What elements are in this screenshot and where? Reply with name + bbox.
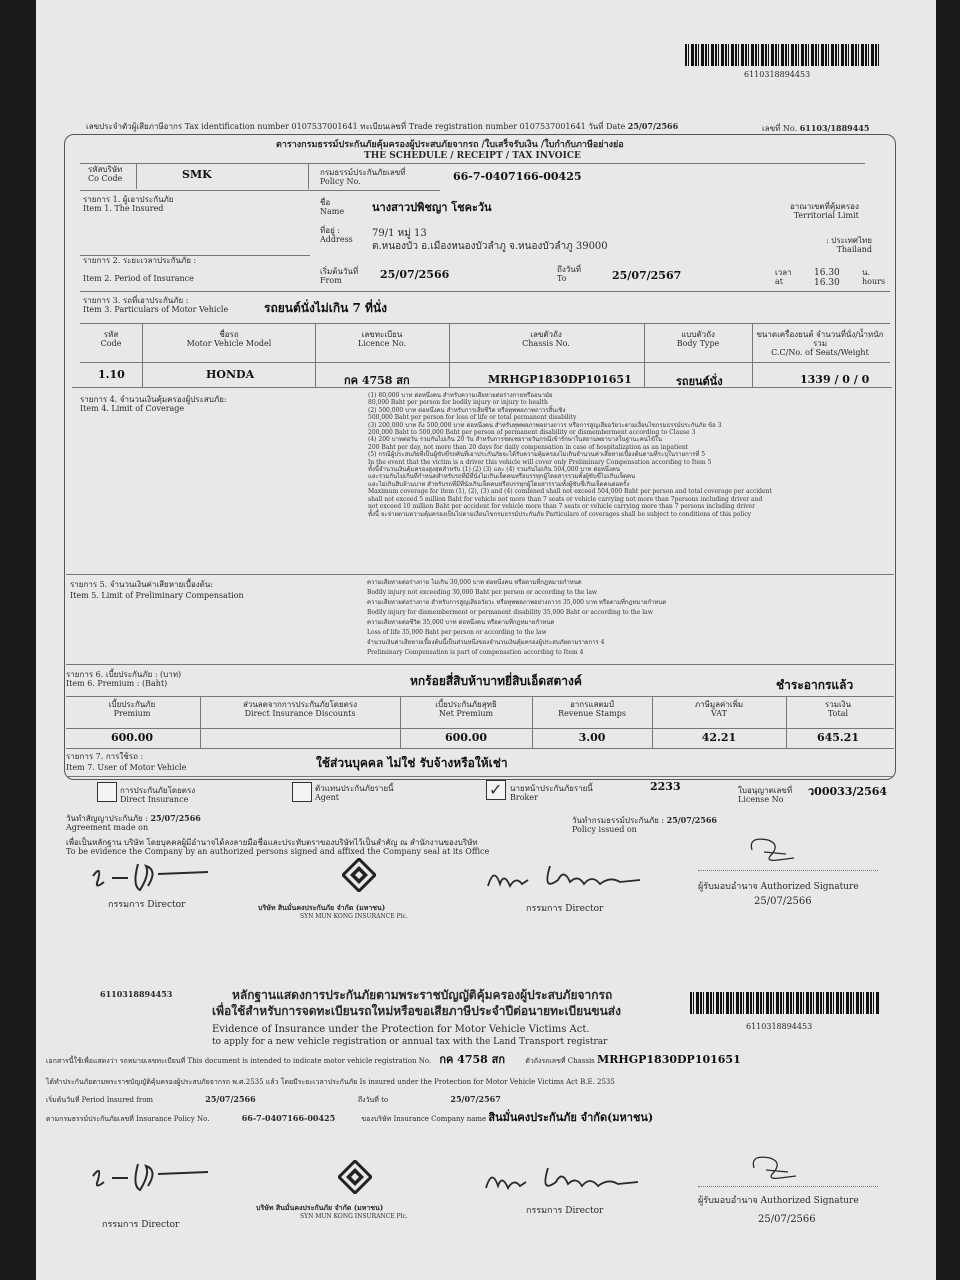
clause-line: shall not exceed 5 million Baht for vehicle not more than 7 seats or vehicle carrying not more than 7persons including driver and xyxy=(368,495,763,503)
barcode-top-number: 6110318894453 xyxy=(744,70,811,79)
authorized-date-2: 25/07/2566 xyxy=(758,1214,816,1225)
coverage-clauses xyxy=(368,392,772,518)
director-signature-left xyxy=(88,856,218,896)
column-header: ส่วนลดจากการประกันภัยโดยตรง Direct Insurance Discounts xyxy=(242,700,358,718)
direct-label: การประกันภัยโดยตรง Direct Insurance xyxy=(120,786,196,804)
vehicle-label: รายการ 3. รถที่เอาประกันภัย : Item 3. Particulars of Motor Vehicle xyxy=(83,296,229,314)
vehicle-model: HONDA xyxy=(206,368,255,381)
clause-line: (2) 500,000 บาท ต่อหนึ่งคน สำหรับการเสียชีวิต หรือทุพพลภาพถาวรสิ้นเชิง xyxy=(368,406,566,414)
clause-line: 80,000 Baht per person for bodily injury or injury to health xyxy=(368,399,548,407)
clause-line: Preliminary Compensation is part of compensation according to Item 4 xyxy=(367,649,584,656)
clause-line: Bodily injury not exceeding 30,000 Baht per person or according to the law xyxy=(367,589,598,596)
premium-value: 600.00 xyxy=(444,731,488,744)
address-label: ที่อยู่ : Address xyxy=(320,226,353,244)
column-header: ขนาดเครื่องยนต์ จำนวนที่นั่ง/น้ำหนักรวม C.C/No. of Seats/Weight xyxy=(756,330,884,357)
authorized-signature-2 xyxy=(744,1150,804,1186)
clause-line: และรวมกันไม่เกินที่กำหนดสำหรับรถที่มีที่นั่งไม่เกินเจ็ดคนหรือบรรทุกผู้โดยสารรวมทั้งผู้ขับขี่ไม่เกินเจ็ดคน xyxy=(368,473,636,481)
time-label: เวลา at xyxy=(775,268,792,286)
evidence-code-right: 6110318894453 xyxy=(746,1022,813,1031)
column-header: แบบตัวถัง Body Type xyxy=(676,330,720,348)
document-number: เลขที่ No. 61103/1889445 xyxy=(762,123,870,133)
vehicle-body: รถยนต์นั่ง xyxy=(676,375,723,388)
clause-line: Maximum coverage for item (1), (2), (3) and (4) combined shall not exceed 504,000 Baht per person and total coverage per accident xyxy=(368,488,772,496)
vehicle-licence: กค 4758 สก xyxy=(344,374,410,387)
broker-code: 2233 xyxy=(650,780,681,793)
company-name-english-2: SYN MUN KONG INSURANCE Plc. xyxy=(300,1213,408,1220)
time-unit: น. hours xyxy=(862,268,886,286)
premium-value: 3.00 xyxy=(578,731,606,744)
director-signature-right-2 xyxy=(478,1160,648,1200)
vehicle-cc: 1339 / 0 / 0 xyxy=(800,373,870,386)
evidence-title-th1: หลักฐานแสดงการประกันภัยตามพระราชบัญญัติคุ้มครองผู้ประสบภัยจากรถ xyxy=(232,988,613,1002)
clause-line: และไม่เกินสิบล้านบาท สำหรับรถที่มีที่นั่งเกินเจ็ดคนหรือบรรทุกผู้โดยสารรวมทั้งผู้ขับขี่เกินเจ็ดคนต่อครั้ง xyxy=(368,480,630,488)
company-name-thai-2: บริษัท สินมั่นคงประกันภัย จำกัด (มหาชน) xyxy=(256,1203,384,1212)
barcode-top xyxy=(685,44,881,66)
stamp-duty-paid: ชำระอากรแล้ว xyxy=(776,678,854,692)
period-label: รายการ 2. ระยะเวลาประกันภัย : Item 2. Period of Insurance xyxy=(83,256,197,283)
company-logo-icon xyxy=(342,858,376,892)
premium-label: รายการ 6. เบี้ยประกันภัย : (บาท) Item 6. Premium : (Baht) xyxy=(66,670,182,688)
director-right-label-2: กรรมการ Director xyxy=(526,1206,604,1216)
insured-label: รายการ 1. ผู้เอาประกันภัย Item 1. The Insured xyxy=(83,195,174,213)
clause-line: Bodily injury for dismemberment or permanent disability 35,000 Baht or according to the law xyxy=(367,609,653,616)
evidence-line-1: เอกสารนี้ใช้เพื่อแสดงว่า รถหมายเลขทะเบียนที่ This document is intended to indicate motor vehicle registration No. กค 4758 สก ตัวถังรถเลขที่ Chassis MRHGP1830DP101651 xyxy=(46,1053,741,1066)
clause-line: Loss of life 35,000 Baht per person or according to the law xyxy=(367,629,547,636)
director-signature-right xyxy=(480,858,650,898)
evidence-line-2: ได้ทำประกันภัยตามพระราชบัญญัติคุ้มครองผู้ประสบภัยจากรถ พ.ศ.2535 แล้ว โดยมีระยะเวลาประกันภัย Is insured under the Protection for Motor Vehicle Victims Act B.E. 2535 xyxy=(46,1078,615,1086)
co-code-value: SMK xyxy=(182,168,212,181)
title-english: THE SCHEDULE / RECEIPT / TAX INVOICE xyxy=(364,151,581,161)
clause-line: 200,000 Baht to 500,000 Baht per person of permanent disability or dismemberment according to Clause 3 xyxy=(368,429,696,437)
broker-label: นายหน้าประกันภัยรายนี้ Broker xyxy=(510,784,593,802)
agent-checkbox[interactable] xyxy=(292,782,312,802)
licence-label: ใบอนุญาตเลขที่ License No xyxy=(738,786,793,804)
clause-line: ทั้งนี้ จะจ่ายตามความคุ้มครองเป็นไปตามเงื่อนไขกรมธรรม์ประกันภัย Particulars of coverages shall be subject to conditions of this policy xyxy=(368,510,752,518)
clause-line: (1) 80,000 บาท ต่อหนึ่งคน สำหรับความเสียหายต่อร่างกายหรืออนามัย xyxy=(368,392,553,399)
evidence-policy: ตามกรมธรรม์ประกันภัยเลขที่ Insurance Policy No. 66-7-0407166-00425 ของบริษัท Insurance Company name สินมั่นคงประกันภัย จำกัด(มหาชน) xyxy=(46,1111,654,1124)
vehicle-type: รถยนต์นั่งไม่เกิน 7 ที่นั่ง xyxy=(264,301,387,315)
clause-line: ความเสียหายต่อร่างกาย ไม่เกิน 30,000 บาท ต่อหนึ่งคน หรือตามที่กฎหมายกำหนด xyxy=(367,579,582,586)
clause-line: (5) กรณีผู้ประสบภัยที่เป็นผู้ขับขี่รถคันที่เอาประกันภัยจะได้รับความคุ้มครองไม่เกินจำนวนค่าเสียหายเบื้องต้นตามที่ระบุในรายการที่ 5 xyxy=(368,451,706,459)
clause-line: (4) 200 บาทต่อวัน รวมกันไม่เกิน 20 วัน สำหรับการชดเชยรายวันกรณีเข้ารักษาในสถานพยาบาลในฐานะคนไข้ใน xyxy=(368,436,662,444)
company-name-english: SYN MUN KONG INSURANCE Plc. xyxy=(300,913,408,920)
direct-checkbox[interactable] xyxy=(97,782,117,802)
user-label: รายการ 7. การใช้รถ : Item 7. User of Motor Vehicle xyxy=(66,752,187,772)
period-from-label: เริ่มต้นวันที่ From xyxy=(320,267,359,285)
clause-line: จำนวนเงินค่าเสียหายเบื้องต้นนี้เป็นส่วนหนึ่งของจำนวนเงินคุ้มครองผู้ประสบภัยตามรายการ 4 xyxy=(367,639,605,646)
user-value: ใช้ส่วนบุคคล ไม่ใช่ รับจ้างหรือให้เช่า xyxy=(316,756,508,770)
authorized-label: ผู้รับมอบอำนาจ Authorized Signature xyxy=(698,882,859,892)
vehicle-chassis: MRHGP1830DP101651 xyxy=(488,373,632,386)
company-name-thai: บริษัท สินมั่นคงประกันภัย จำกัด (มหาชน) xyxy=(258,903,386,912)
territory-value: : ประเทศไทย Thailand xyxy=(826,236,872,254)
clause-line: not exceed 10 million Baht per accident for vehicle more than 7 seats or vehicle carrying more than 7 persons including driver xyxy=(368,503,755,511)
preliminary-label: รายการ 5. จำนวนเงินค่าเสียหายเบื้องต้น: Item 5. Limit of Preliminary Compensation xyxy=(70,580,244,600)
column-header: อากรแสตมป์ Revenue Stamps xyxy=(558,700,626,718)
clause-line: ทั้งนี้จำนวนเงินคุ้มครองสูงสุดสำหรับ (1) (2) (3) และ (4) รวมกันไม่เกิน 504,000 บาท ต่อหนึ่งคน xyxy=(368,466,620,474)
coverage-label: รายการ 4. จำนวนเงินคุ้มครองผู้ประสบภัย: Item 4. Limit of Coverage xyxy=(80,395,227,413)
column-header: เบี้ยประกันภัยสุทธิ Net Premium xyxy=(435,700,497,718)
vehicle-code: 1.10 xyxy=(98,368,125,381)
evidence-title-th2: เพื่อใช้สำหรับการจดทะเบียนรถใหม่หรือขอเสียภาษีประจำปีต่อนายทะเบียนขนส่ง xyxy=(212,1004,621,1018)
authorized-date: 25/07/2566 xyxy=(754,896,812,907)
co-code-label: รหัสบริษัท Co Code xyxy=(88,165,123,183)
period-to-label: ถึงวันที่ To xyxy=(557,265,581,283)
clause-line: 500,000 Baht per person for loss of life or total permanent disability xyxy=(368,414,577,422)
column-header: เลขทะเบียน Licence No. xyxy=(357,330,407,348)
premium-value: 42.21 xyxy=(701,731,737,744)
evidence-code-left: 6110318894453 xyxy=(100,989,173,999)
evidence-title-en1: Evidence of Insurance under the Protection for Motor Vehicle Victims Act. xyxy=(212,1024,590,1035)
title-thai: ตารางกรมธรรม์ประกันภัยคุ้มครองผู้ประสบภัยจากรถ /ใบเสร็จรับเงิน /ใบกำกับภาษีอย่างย่อ xyxy=(276,140,624,150)
column-header: รวมเงิน Total xyxy=(824,700,852,718)
premium-in-words: หกร้อยสี่สิบห้าบาทยี่สิบเอ็ดสตางค์ xyxy=(410,674,582,688)
clause-line: 200 Baht per day, not more than 20 days for daily compensation in case of hospitalization as an inpatient xyxy=(368,443,689,451)
director-signature-left-2 xyxy=(88,1156,218,1196)
tax-id-line: เลขประจำตัวผู้เสียภาษีอากร Tax identification number 0107537001641 ทะเบียนเลขที่ Trade registration number 0107537001641 วันที่ Date 25/07/2566 xyxy=(86,121,679,131)
agreement-made: วันทำสัญญาประกันภัย : 25/07/2566 Agreement made on xyxy=(66,813,201,832)
policy-no-label: กรมธรรม์ประกันภัยเลขที่ Policy No. xyxy=(320,168,406,186)
time-values: 16.30 16.30 xyxy=(814,268,840,288)
policy-no-value: 66-7-0407166-00425 xyxy=(453,170,582,183)
licence-number: ว00033/2564 xyxy=(808,785,888,798)
broker-checkbox[interactable] xyxy=(486,780,506,800)
name-label: ชื่อ Name xyxy=(320,198,345,216)
premium-value: 645.21 xyxy=(816,731,860,744)
director-right-label: กรรมการ Director xyxy=(526,904,604,914)
address-line-2: ต.หนองบัว อ.เมืองหนองบัวลำภู จ.หนองบัวลำภู 39000 xyxy=(372,241,608,252)
authorized-signature xyxy=(742,832,802,868)
evidence-statement: เพื่อเป็นหลักฐาน บริษัท โดยบุคคลผู้มีอำนาจได้ลงลายมือชื่อและประทับตราของบริษัทไว้เป็นสำคัญ ณ สำนักงานของบริษัท To be evidence the Company by an authorized persons signed and affixed the Company seal at its Office xyxy=(66,838,490,856)
clause-line: ความเสียหายต่อชีวิต 35,000 บาท ต่อหนึ่งคน หรือตามที่กฎหมายกำหนด xyxy=(367,619,555,626)
column-header: เลขตัวถัง Chassis No. xyxy=(522,330,570,348)
address-line-1: 79/1 หมู่ 13 xyxy=(372,228,427,239)
preliminary-clauses xyxy=(367,578,666,658)
column-header: รหัส Code xyxy=(100,330,122,348)
column-header: ชื่อรถ Motor Vehicle Model xyxy=(186,330,272,348)
premium-value: 600.00 xyxy=(110,731,154,744)
column-header: ภาษีมูลค่าเพิ่ม VAT xyxy=(694,700,744,718)
barcode-evidence xyxy=(690,992,880,1014)
authorized-label-2: ผู้รับมอบอำนาจ Authorized Signature xyxy=(698,1196,859,1206)
clause-line: (3) 200,000 บาท ถึง 500,000 บาท ต่อหนึ่งคน สำหรับทุพพลภาพอย่างถาวร หรือการสูญเสียอวัยวะตามเงื่อนไขกรมธรรม์ประกันภัย ข้อ 3 xyxy=(368,421,722,429)
territory-label: อาณาเขตที่คุ้มครอง Territorial Limit xyxy=(790,202,859,220)
period-to-value: 25/07/2567 xyxy=(612,269,682,282)
period-from-value: 25/07/2566 xyxy=(380,268,450,281)
clause-line: ความเสียหายต่อร่างกาย สำหรับการสูญเสียอวัยวะ หรือทุพพลภาพอย่างถาวร 35,000 บาท หรือตามที่กฎหมายกำหนด xyxy=(367,599,667,606)
director-left-label-2: กรรมการ Director xyxy=(102,1220,180,1230)
agent-label: ตัวแทนประกันภัยรายนี้ Agent xyxy=(315,784,394,802)
policy-issued: วันทำกรมธรรม์ประกันภัย : 25/07/2566 Policy issued on xyxy=(572,815,717,834)
clause-line: In the event that the victim is a driver this vehicle will cover only Preliminary Compensation according to Item 5 xyxy=(368,458,712,466)
insured-name: นางสาวปพิชญา โชคะวัน xyxy=(372,201,492,214)
column-header: เบี้ยประกันภัย Premium xyxy=(108,700,156,718)
evidence-period: เริ่มต้นวันที่ Period Insured from 25/07/2566 ถึงวันที่ to 25/07/2567 xyxy=(46,1094,501,1104)
evidence-title-en2: to apply for a new vehicle registration or annual tax with the Land Transport registrar xyxy=(212,1037,608,1047)
check-mark-icon: ✓ xyxy=(489,780,503,799)
director-left-label: กรรมการ Director xyxy=(108,900,186,910)
company-logo-icon-2 xyxy=(338,1160,372,1194)
